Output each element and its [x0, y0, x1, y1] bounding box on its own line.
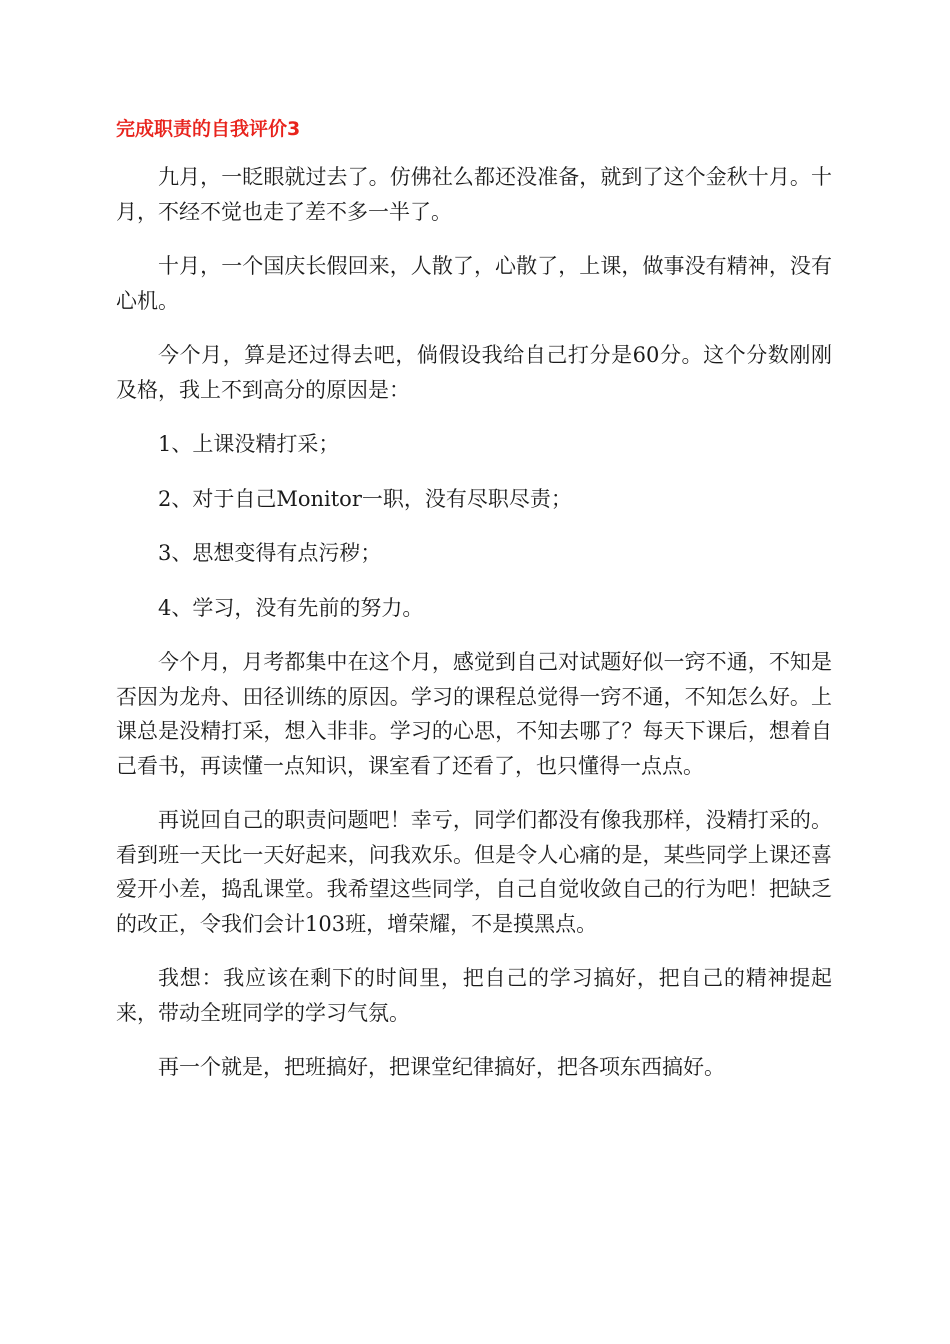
paragraph-4: 今个月，月考都集中在这个月，感觉到自己对试题好似一窍不通，不知是否因为龙舟、田径训练的原因。学习的课程总觉得一窍不通，不知怎么好。上课总是没精打采，想入非非。学习的心思，不知去哪了？每天下课后，想着自己看书，再读懂一点知识，课室看了还看了，也只懂得一点点。	[116, 650, 832, 778]
paragraph-7: 再一个就是，把班搞好，把课堂纪律搞好，把各项东西搞好。	[158, 1055, 725, 1079]
document-body	[116, 160, 832, 1105]
paragraph-2: 十月，一个国庆长假回来，人散了，心散了，上课，做事没有精神，没有心机。	[116, 254, 832, 313]
list-item-4: 4、学习，没有先前的努力。	[158, 595, 424, 620]
paragraph-1: 九月，一眨眼就过去了。仿佛社么都还没准备，就到了这个金秋十月。十月，不经不觉也走了差不多一半了。	[116, 165, 832, 224]
document-title: 完成职责的自我评价3	[116, 118, 301, 140]
list-item-1: 1、上课没精打采；	[158, 432, 340, 456]
paragraph-5: 再说回自己的职责问题吧！幸亏，同学们都没有像我那样，没精打采的。看到班一天比一天好起来，问我欢乐。但是令人心痛的是，某些同学上课还喜爱开小差，捣乱课堂。我希望这些同学，自己自觉收敛自己的行为吧！把缺乏的改正，令我们会计103班，增荣耀，不是摸黑点。	[116, 808, 832, 936]
paragraph-3: 今个月，算是还过得去吧，倘假设我给自己打分是60分。这个分数刚刚及格，我上不到高分的原因是：	[116, 343, 832, 402]
list-item-2: 2、对于自己Monitor一职，没有尽职尽责；	[158, 486, 572, 511]
list-item-3: 3、思想变得有点污秽；	[158, 541, 382, 565]
paragraph-6: 我想：我应该在剩下的时间里，把自己的学习搞好，把自己的精神提起来，带动全班同学的学习气氛。	[116, 966, 832, 1025]
